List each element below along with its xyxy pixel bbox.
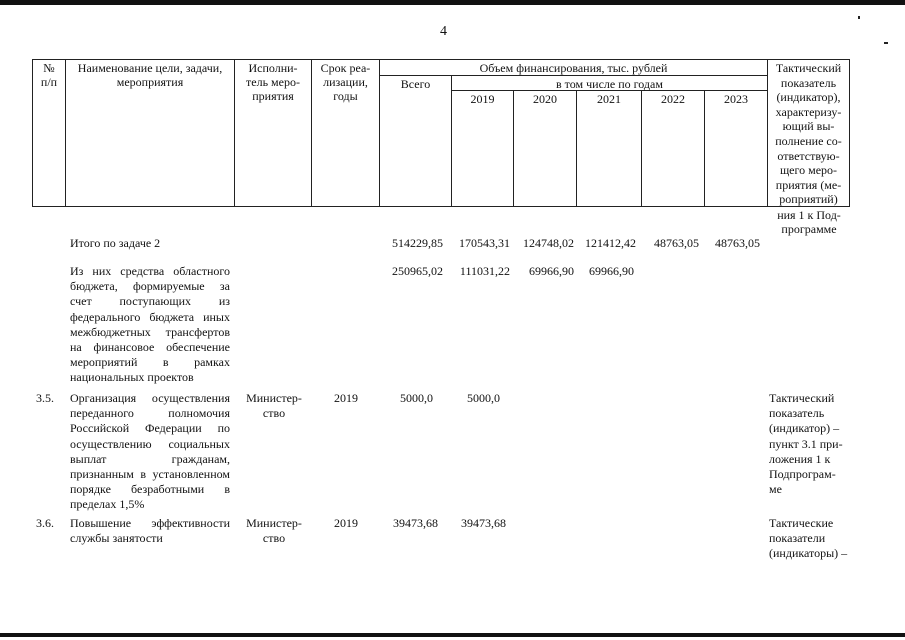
row-2019: 5000,0	[467, 391, 500, 405]
header-executor: Исполни- тель меро- приятия	[246, 61, 300, 103]
row-name: Организация осуществления переданного полномочия Российской Федерации по осуществлению социальных выплат гражданам, признанным в установленном порядке безработными в пределах 1,5%	[70, 391, 230, 512]
header-funding: Объем финансирования, тыс. рублей	[479, 61, 668, 75]
row-2019: 39473,68	[461, 516, 506, 530]
row-number: 3.6.	[36, 516, 54, 530]
header-name: Наименование цели, задачи, мероприятия	[77, 61, 223, 89]
row-total: 250965,02	[392, 264, 443, 278]
row-2020: 69966,90	[529, 264, 574, 278]
header-year: 2022	[661, 92, 685, 106]
row-term: 2019	[334, 516, 358, 530]
row-name: Повышение эффективности службы занятости	[70, 516, 230, 546]
row-indicator: Тактические показатели (индикаторы) –	[769, 516, 848, 561]
header-year: 2023	[724, 92, 748, 106]
scan-top-border	[0, 0, 905, 5]
header-term: Срок реа- лизации, годы	[320, 61, 371, 103]
row-2019: 170543,31	[459, 236, 510, 250]
row-total: 5000,0	[400, 391, 433, 405]
header-year: 2020	[533, 92, 557, 106]
row-2023: 48763,05	[715, 236, 760, 250]
table-header	[32, 59, 850, 207]
row-total: 514229,85	[392, 236, 443, 250]
header-by-years: в том числе по годам	[556, 77, 663, 91]
row-indicator: Тактический показатель (индикатор) – пункт 3.1 при- ложения 1 к Подпрограм- ме	[769, 391, 843, 497]
row-name: Итого по задаче 2	[70, 236, 161, 250]
header-no: № п/п	[40, 61, 58, 89]
header-year: 2021	[597, 92, 621, 106]
header-year: 2019	[470, 92, 495, 106]
scan-bottom-border	[0, 633, 905, 637]
row-2022: 48763,05	[654, 236, 699, 250]
row-number: 3.5.	[36, 391, 54, 405]
page-number: 4	[440, 24, 447, 39]
row-executor: Министер- ство	[246, 516, 302, 546]
row-2020: 124748,02	[523, 236, 574, 250]
row-2021: 69966,90	[589, 264, 634, 278]
row-name: Из них средства областного бюджета, формируемые за счет поступающих из федерального бюджета иных межбюджетных трансфертов на финансовое обеспечение мероприятий в рамках национальных проектов	[70, 264, 230, 385]
header-indicator: Тактический показатель (индикатор), характеризу- ющий вы- полнение со- ответствую- щего меро- приятия (ме- роприятий)	[775, 61, 842, 207]
header-total: Всего	[400, 77, 431, 91]
row-2019: 111031,22	[459, 264, 510, 278]
row-term: 2019	[334, 391, 358, 405]
scan-speck	[884, 42, 888, 44]
carryover-indicator: ния 1 к Под- программе	[777, 208, 841, 236]
row-2021: 121412,42	[585, 236, 636, 250]
row-total: 39473,68	[393, 516, 438, 530]
row-executor: Министер- ство	[246, 391, 302, 421]
scan-speck	[858, 16, 860, 19]
